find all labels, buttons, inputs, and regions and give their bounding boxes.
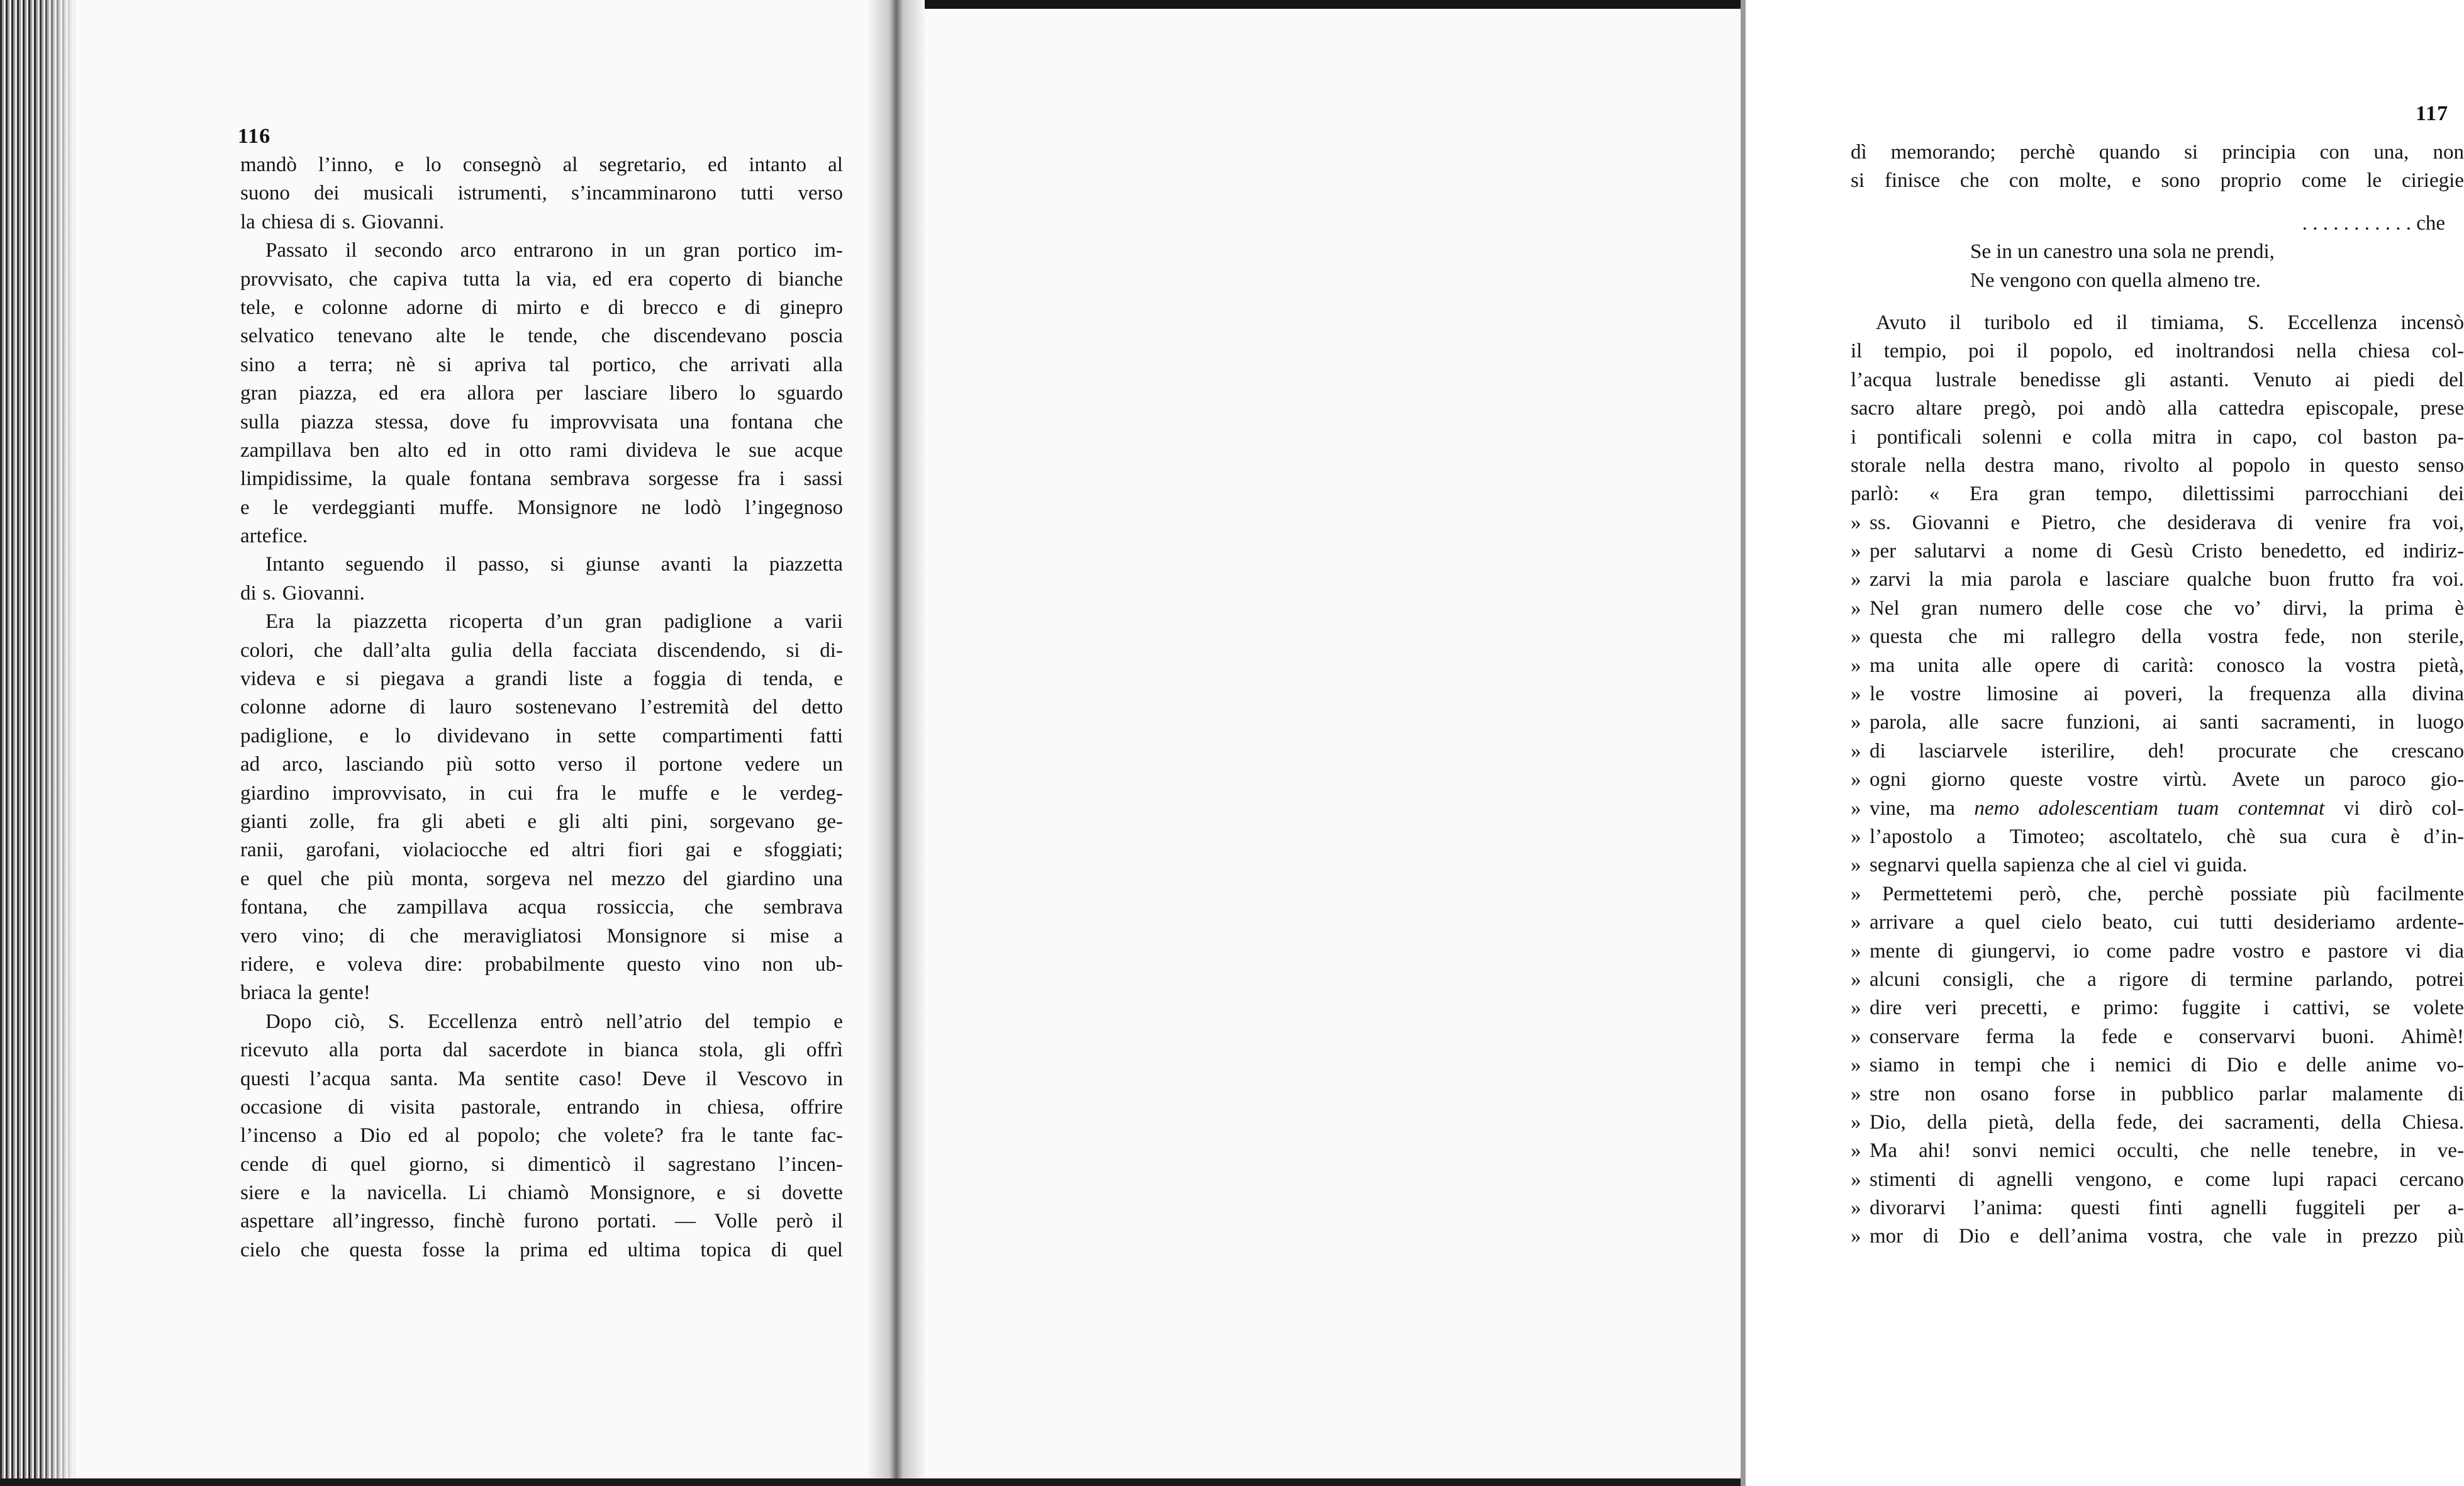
verse-spacer: [1851, 295, 2464, 309]
text-line: il tempio, poi il popolo, ed inoltrandosi nella chiesa col-: [1851, 340, 2464, 363]
text-line: ranii, garofani, violaciocche ed altri fiori gai e sfoggiati;: [240, 839, 843, 862]
quote-mark: »: [1851, 568, 1861, 591]
text-line: Avuto il turibolo ed il timiama, S. Eccellenza incensò: [1876, 311, 2464, 334]
text-line: » ma unita alle opere di carità: conosco la vostra pietà,: [1851, 652, 2464, 680]
text-line: i pontificali solenni e colla mitra in capo, col baston pa-: [1851, 425, 2464, 449]
text-line: siere e la navicella. Li chiamò Monsignore, e si dovette: [240, 1182, 843, 1205]
text-line: l’acqua lustrale benedisse gli astanti. Venuto ai piedi del: [1851, 368, 2464, 391]
text-line: limpidissime, la quale fontana sembrava sorgesse fra i sassi: [240, 467, 843, 491]
text-line: » divorarvi l’anima: questi finti agnelli fuggiteli per a-: [1851, 1194, 2464, 1222]
text-line: la chiesa di s. Giovanni.: [240, 210, 445, 233]
text-line: gran piazza, ed era allora per lasciare libero lo sguardo: [240, 382, 843, 405]
text-line: » segnarvi quella sapienza che al ciel vi guida.: [1851, 851, 2464, 880]
text-line: » parola, alle sacre funzioni, ai santi sacramenti, in luogo: [1851, 708, 2464, 737]
quote-mark: »: [1851, 711, 1861, 734]
quote-mark: »: [1851, 997, 1861, 1020]
text-line: » siamo in tempi che i nemici di Dio e delle anime vo-: [1851, 1051, 2464, 1080]
text-line: giardino improvvisato, in cui fra le muffe e le verdeg-: [240, 781, 843, 805]
text-line: si finisce che con molte, e sono proprio come le ciriegie: [1851, 169, 2464, 193]
text-line: » per salutarvi a nome di Gesù Cristo benedetto, ed indiriz-: [1851, 537, 2464, 566]
text-line: » l’apostolo a Timoteo; ascoltatelo, chè sua cura è d’in-: [1851, 823, 2464, 851]
quote-mark: »: [1851, 596, 1861, 620]
quote-mark: »: [1851, 796, 1861, 820]
quote-mark: »: [1851, 1054, 1861, 1077]
text-line: » Nel gran numero delle cose che vo’ dirvi, la prima è: [1851, 595, 2464, 623]
text-line: » ss. Giovanni e Pietro, che desiderava di venire fra voi,: [1851, 509, 2464, 537]
text-line: videva e si piegava a grandi liste a foggia di tenda, e: [240, 668, 843, 691]
quote-mark: »: [1851, 882, 1861, 905]
text-line: ad arco, lasciando più sotto verso il portone vedere un: [240, 753, 843, 776]
quote-mark: »: [1851, 1168, 1861, 1191]
text-line: tele, e colonne adorne di mirto e di brecco e di ginepro: [240, 296, 843, 319]
quote-mark: »: [1851, 540, 1861, 563]
text-line: » alcuni consigli, che a rigore di termine parlando, potrei: [1851, 966, 2464, 994]
text-line: provvisato, che capiva tutta la via, ed era coperto di bianche: [240, 267, 843, 291]
text-line: l’incenso a Dio ed al popolo; che volete? fra le tante fac-: [240, 1124, 843, 1148]
text-line: » stre non osano forse in pubblico parlar malamente di: [1851, 1080, 2464, 1109]
text-line: » vine, ma nemo adolescentiam tuam contemnat vi dirò col-: [1851, 795, 2464, 823]
quote-mark: »: [1851, 511, 1861, 534]
text-line: occasione di visita pastorale, entrando in chiesa, offrire: [240, 1095, 843, 1119]
text-line: ricevuto alla porta dal sacerdote in bianca stola, gli offrì: [240, 1039, 843, 1062]
quote-mark: »: [1851, 968, 1861, 991]
page-number-left: 116: [238, 125, 271, 148]
quote-mark: »: [1851, 939, 1861, 963]
quote-mark: »: [1851, 1110, 1861, 1134]
verse-line: Se in un canestro una sola ne prendi,: [1970, 240, 2275, 264]
text-line: » arrivare a quel cielo beato, cui tutti desideriamo ardente-: [1851, 908, 2464, 937]
text-line: storale nella destra mano, rivolto al popolo in questo senso: [1851, 454, 2464, 477]
text-line: dì memorando; perchè quando si principia con una, non: [1851, 141, 2464, 164]
text-line: cende di quel giorno, si dimenticò il sagrestano l’incen-: [240, 1153, 843, 1176]
text-line: sacro altare pregò, poi andò alla cattedra episcopale, prese: [1851, 397, 2464, 420]
text-line: suono dei musicali istrumenti, s’incamminarono tutti verso: [240, 182, 843, 205]
text-line: Passato il secondo arco entrarono in un gran portico im-: [265, 239, 843, 262]
verse-ellipsis-line: . . . . . . . . . . . che: [2302, 211, 2445, 235]
quote-mark: »: [1851, 739, 1861, 763]
text-line: » conservare ferma la fede e conservarvi buoni. Ahimè!: [1851, 1023, 2464, 1051]
text-line: » zarvi la mia parola e lasciare qualche buon frutto fra voi.: [1851, 566, 2464, 594]
text-line: » Dio, della pietà, della fede, dei sacramenti, della Chiesa.: [1851, 1109, 2464, 1137]
quote-mark: »: [1851, 654, 1861, 677]
text-line: zampillava ben alto ed in otto rami divideva le sue acque: [240, 439, 843, 462]
text-line: vero vino; di che meravigliatosi Monsignore si mise a: [240, 924, 843, 947]
text-line: » Permettetemi però, che, perchè possiate più facilmente: [1851, 880, 2464, 908]
right-page: [881, 0, 2464, 1486]
text-line: » mor di Dio e dell’anima vostra, che vale in prezzo più: [1851, 1222, 2464, 1251]
verse-line: Ne vengono con quella almeno tre.: [1970, 269, 2261, 292]
text-line: Era la piazzetta ricoperta d’un gran padiglione a varii: [265, 610, 843, 634]
quote-mark: »: [1851, 625, 1861, 649]
text-line: mandò l’inno, e lo consegnò al segretario, ed intanto al: [240, 154, 843, 176]
quote-mark: »: [1851, 768, 1861, 791]
quote-mark: »: [1851, 1025, 1861, 1048]
text-line: sulla piazza stessa, dove fu improvvisata una fontana che: [240, 410, 843, 433]
left-page-text: [240, 151, 843, 1265]
text-line: » le vostre limosine ai poveri, la frequenza alla divina: [1851, 680, 2464, 708]
quote-mark: »: [1851, 825, 1861, 848]
text-line: questi l’acqua santa. Ma sentite caso! Deve il Vescovo in: [240, 1067, 843, 1090]
text-line: ridere, e voleva dire: probabilmente questo vino non ub-: [240, 952, 843, 976]
text-line: » ogni giorno queste vostre virtù. Avete un paroco gio-: [1851, 766, 2464, 794]
text-line: fontana, che zampillava acqua rossiccia, che sembrava: [240, 896, 843, 919]
quote-mark: »: [1851, 1225, 1861, 1248]
text-line: cielo che questa fosse la prima ed ultima topica di quel: [240, 1238, 843, 1261]
quote-mark: »: [1851, 1139, 1861, 1163]
quote-mark: »: [1851, 1082, 1861, 1105]
quote-mark: »: [1851, 1197, 1861, 1220]
text-line: briaca la gente!: [240, 981, 371, 1005]
quote-mark: »: [1851, 854, 1861, 877]
text-line: padiglione, e lo dividevano in sette compartimenti fatti: [240, 724, 843, 747]
text-line: parlò: « Era gran tempo, dilettissimi parrocchiani dei: [1851, 483, 2464, 506]
quote-mark: »: [1851, 683, 1861, 706]
text-line: » stimenti di agnelli vengono, e come lupi rapaci cercano: [1851, 1166, 2464, 1194]
text-line: artefice.: [240, 525, 308, 548]
text-line: e quel che più monta, sorgeva nel mezzo del giardino una: [240, 867, 843, 890]
text-line: di s. Giovanni.: [240, 581, 365, 605]
page-number-right: 117: [2416, 102, 2449, 125]
text-line: selvatico tenevano alte le tende, che discendevano poscia: [240, 325, 843, 348]
text-line: » Ma ahi! sonvi nemici occulti, che nelle tenebre, in ve-: [1851, 1137, 2464, 1165]
text-line: colori, che dall’alta gulia della facciata discendendo, si di-: [240, 639, 843, 662]
quote-mark: »: [1851, 911, 1861, 934]
text-line: gianti zolle, fra gli abeti e gli alti pini, sorgevano ge-: [240, 810, 843, 833]
text-line: sino a terra; nè si apriva tal portico, che arrivati alla: [240, 353, 843, 376]
text-line: » di lasciarvele isterilire, deh! procurate che crescano: [1851, 737, 2464, 766]
text-line: Dopo ciò, S. Eccellenza entrò nell’atrio del tempio e: [265, 1010, 843, 1033]
text-line: » mente di giungervi, io come padre vostro e pastore vi dia: [1851, 937, 2464, 966]
right-page-text: [1851, 138, 2464, 1251]
text-line: » dire veri precetti, e primo: fuggite i cattivi, se volete: [1851, 994, 2464, 1022]
verse-spacer: [1851, 196, 2464, 209]
text-line: aspettare all’ingresso, finchè furono portati. — Volle però il: [240, 1210, 843, 1233]
text-line: » questa che mi rallegro della vostra fede, non sterile,: [1851, 623, 2464, 651]
text-line: Intanto seguendo il passo, si giunse avanti la piazzetta: [265, 553, 843, 576]
left-page: [0, 0, 881, 1486]
text-line: e le verdeggianti muffe. Monsignore ne lodò l’ingegnoso: [240, 496, 843, 519]
text-line: colonne adorne di lauro sostenevano l’estremità del detto: [240, 696, 843, 719]
